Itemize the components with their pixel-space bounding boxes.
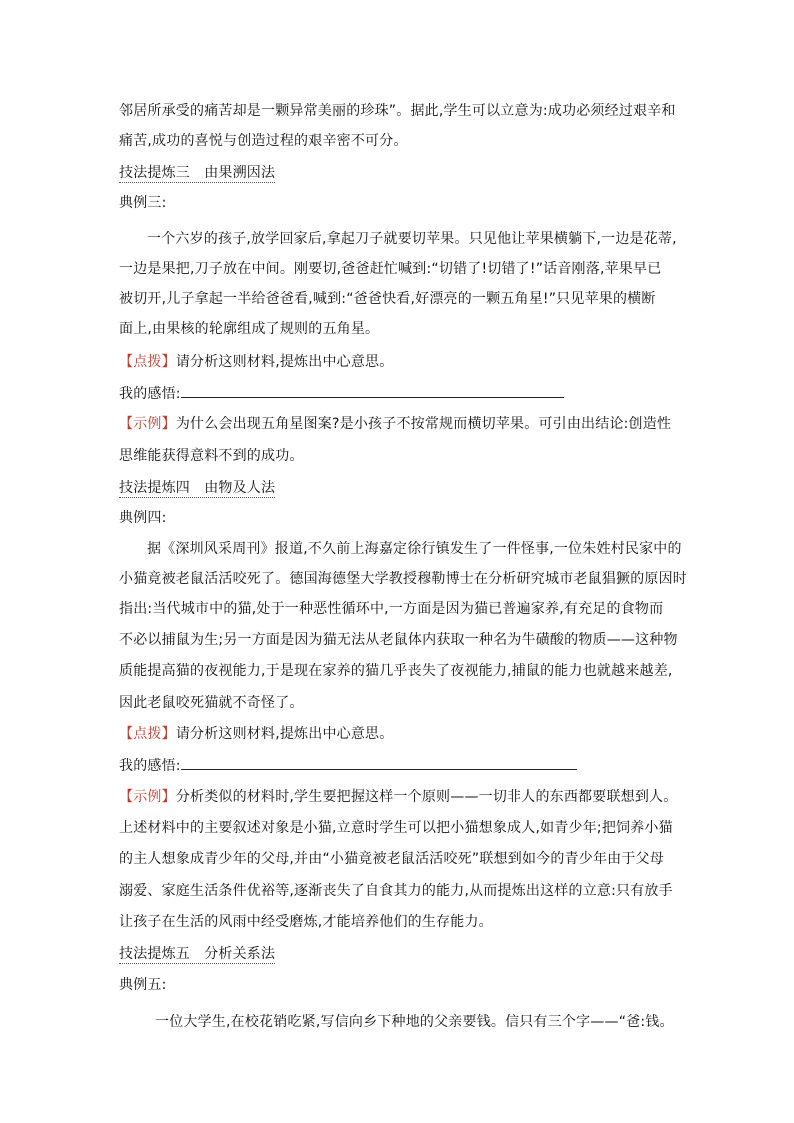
- answer-blank[interactable]: [181, 755, 577, 770]
- demo-text: 分析类似的材料时,学生要把握这样一个原则——一切非人的东西都要联想到人。: [175, 789, 678, 805]
- demo-tag: 【示例】: [119, 416, 176, 432]
- demo-text: 为什么会出现五角星图案?是小孩子不按常规而横切苹果。可引由出结论:创造性: [175, 416, 672, 432]
- paragraph-line: 因此老鼠咬死猫就不奇怪了。: [119, 695, 304, 711]
- paragraph-line: 让孩子在生活的风雨中经受磨炼,才能培养他们的生存能力。: [119, 914, 493, 930]
- reflection-label: 我的感悟:: [119, 758, 181, 774]
- section-heading-4: [119, 478, 275, 498]
- paragraph-line: 指出:当代城市中的猫,处于一种恶性循环中,一方面是因为猫已普遍家养,有充足的食物而: [119, 601, 664, 617]
- paragraph-line: 据《深圳风采周刊》报道,不久前上海嘉定徐行镇发生了一件怪事,一位朱姓村民家中的: [147, 541, 682, 557]
- section-heading-3: [119, 163, 275, 183]
- demo-line: [119, 414, 671, 434]
- example-label: 典例五:: [119, 977, 167, 993]
- demo-line: [119, 787, 677, 807]
- demo-tag: 【示例】: [119, 789, 176, 805]
- reflection-line: [119, 755, 577, 776]
- tip-text: 请分析这则材料,提炼出中心意思。: [175, 354, 394, 370]
- reflection-label: 我的感悟:: [119, 386, 181, 402]
- example-label: 典例四:: [119, 510, 167, 526]
- paragraph-line: 上述材料中的主要叙述对象是小猫,立意时学生可以把小猫想象成人,如青少年;把饲养小猫: [119, 820, 673, 836]
- paragraph-line: 一位大学生,在校花销吃紧,写信向乡下种地的父亲要钱。信只有三个字——“爸:钱。: [155, 1014, 674, 1030]
- tip-tag: 【点拨】: [119, 726, 176, 742]
- heading-text: 技法提炼四 由物及人法: [119, 480, 276, 496]
- paragraph-line: 思维能获得意料不到的成功。: [119, 448, 304, 464]
- tip-text: 请分析这则材料,提炼出中心意思。: [175, 726, 394, 742]
- paragraph-line: 一个六岁的孩子,放学回家后,拿起刀子就要切苹果。只见他让苹果横躺下,一边是花蒂,: [147, 231, 677, 247]
- example-label: 典例三:: [119, 195, 167, 211]
- paragraph-line: 一边是果把,刀子放在中间。刚要切,爸爸赶忙喊到:“切错了!切错了!”话音刚落,苹果早已: [119, 261, 662, 277]
- paragraph-line: 小猫竟被老鼠活活咬死了。德国海德堡大学教授穆勒博士在分析研究城市老鼠猖獗的原因时: [119, 571, 687, 587]
- section-heading-5: [119, 944, 275, 964]
- paragraph-line: 邻居所承受的痛苦却是一颗异常美丽的珍珠”。据此,学生可以立意为:成功必须经过艰辛和: [119, 103, 676, 119]
- paragraph-line: 溺爱、家庭生活条件优裕等,逐渐丧失了自食其力的能力,从而提炼出这样的立意:只有放手: [119, 883, 673, 899]
- tip-line: [119, 724, 393, 744]
- paragraph-line: 痛苦,成功的喜悦与创造过程的艰辛密不可分。: [119, 133, 408, 149]
- tip-line: [119, 352, 393, 372]
- paragraph-line: 不必以捕鼠为生;另一方面是因为猫无法从老鼠体内获取一种名为牛磺酸的物质——这种物: [119, 632, 678, 648]
- tip-tag: 【点拨】: [119, 354, 176, 370]
- heading-text: 技法提炼五 分析关系法: [119, 946, 276, 962]
- answer-blank[interactable]: [181, 383, 564, 398]
- heading-text: 技法提炼三 由果溯因法: [119, 165, 276, 181]
- paragraph-line: 面上,由果核的轮廓组成了规则的五角星。: [119, 321, 380, 337]
- paragraph-line: 的主人想象成青少年的父母,并由“小猫竟被老鼠活活咬死”联想到如今的青少年由于父母: [119, 851, 664, 867]
- reflection-line: [119, 383, 564, 404]
- paragraph-line: 被切开,儿子拿起一半给爸爸看,喊到:“爸爸快看,好漂亮的一颗五角星!”只见苹果的横断: [119, 291, 656, 307]
- paragraph-line: 质能提高猫的夜视能力,于是现在家养的猫几乎丧失了夜视能力,捕鼠的能力也就越来越差,: [119, 663, 673, 679]
